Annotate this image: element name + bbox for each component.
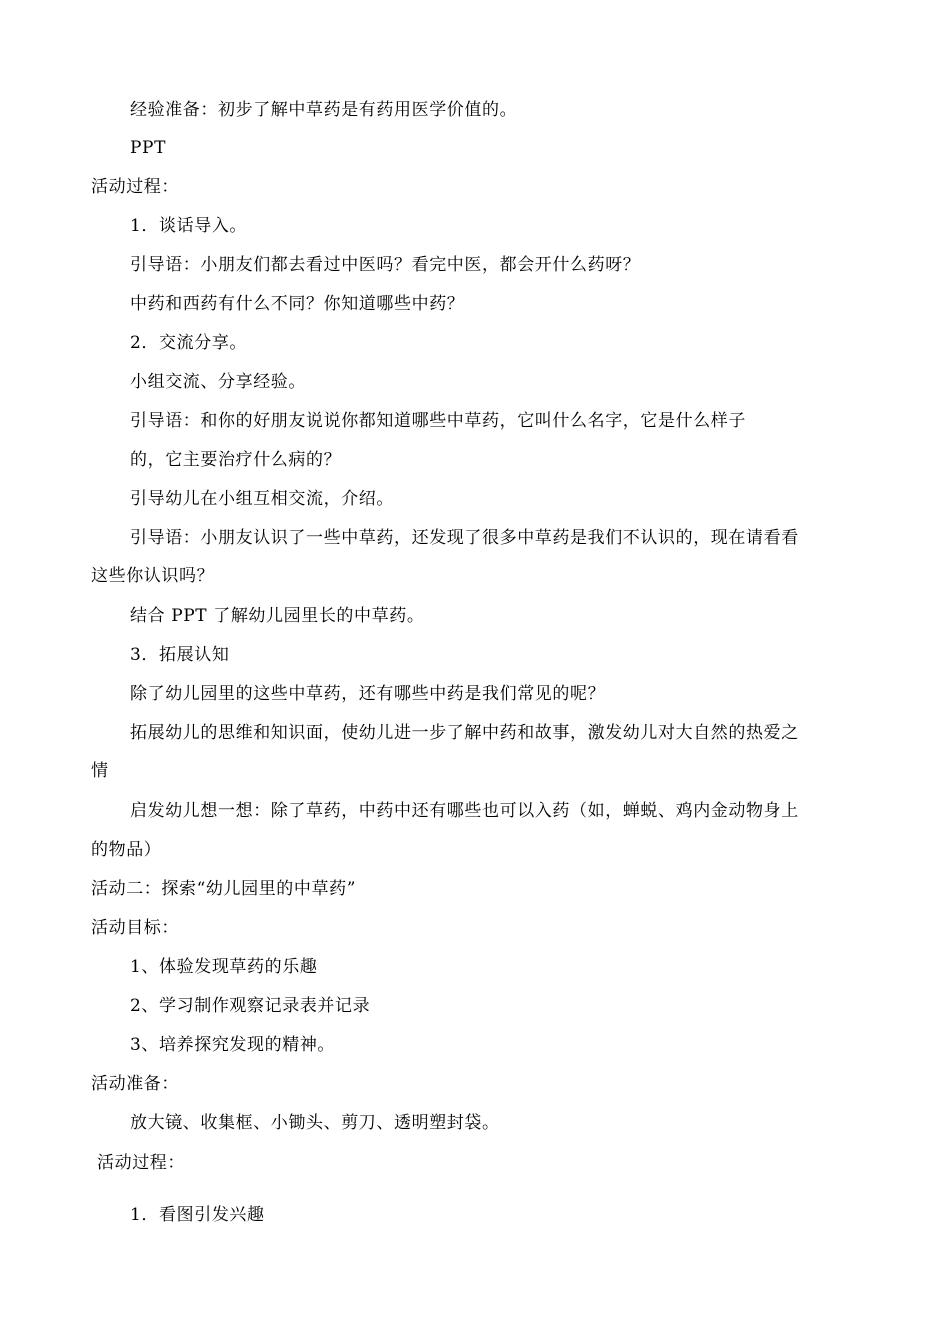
goal-item: 2、学习制作观察记录表并记录 [130, 996, 371, 1016]
step-1-heading: 1．看图引发兴趣 [130, 1205, 265, 1225]
materials-list: 放大镜、收集框、小锄头、剪刀、透明塑封袋。 [130, 1113, 500, 1133]
paragraph-text-cont: 情 [91, 761, 109, 781]
step-1-heading: 1．谈话导入。 [130, 216, 248, 236]
step-2-heading: 2．交流分享。 [130, 333, 248, 353]
section-heading-process: 活动过程： [97, 1153, 185, 1173]
guide-text: 引导语：小朋友们都去看过中医吗？看完中医，都会开什么药呀？ [130, 255, 641, 275]
paragraph-text: 结合 PPT 了解幼儿园里长的中草药。 [130, 606, 425, 626]
activity-2-title: 活动二：探索“幼儿园里的中草药” [91, 879, 356, 899]
ppt-line: PPT [130, 138, 167, 158]
paragraph-text: 引导幼儿在小组互相交流，介绍。 [130, 489, 394, 509]
goal-item: 3、培养探究发现的精神。 [130, 1035, 336, 1055]
guide-text-cont: 的，它主要治疗什么病的？ [130, 450, 342, 470]
guide-text: 引导语：小朋友认识了一些中草药，还发现了很多中草药是我们不认识的，现在请看看 [130, 528, 799, 548]
step-3-heading: 3．拓展认知 [130, 645, 230, 665]
guide-text: 引导语：和你的好朋友说说你都知道哪些中草药，它叫什么名字，它是什么样子 [130, 411, 746, 431]
section-heading-preparation: 活动准备： [91, 1074, 179, 1094]
paragraph-text: 中药和西药有什么不同？你知道哪些中药？ [130, 294, 465, 314]
paragraph-text: 小组交流、分享经验。 [130, 372, 306, 392]
paragraph-text-cont: 的物品） [91, 840, 162, 860]
paragraph-text: 除了幼儿园里的这些中草药，还有哪些中药是我们常见的呢？ [130, 684, 606, 704]
section-heading-process: 活动过程： [91, 177, 179, 197]
paragraph-text: 启发幼儿想一想：除了草药，中药中还有哪些也可以入药（如，蝉蜕、鸡内金动物身上 [130, 801, 799, 821]
goal-item: 1、体验发现草药的乐趣 [130, 957, 318, 977]
experience-preparation: 经验准备：初步了解中草药是有药用医学价值的。 [130, 100, 518, 120]
guide-text-cont: 这些你认识吗？ [91, 566, 215, 586]
paragraph-text: 拓展幼儿的思维和知识面，使幼儿进一步了解中药和故事，激发幼儿对大自然的热爱之 [130, 723, 799, 743]
section-heading-goals: 活动目标： [91, 918, 179, 938]
